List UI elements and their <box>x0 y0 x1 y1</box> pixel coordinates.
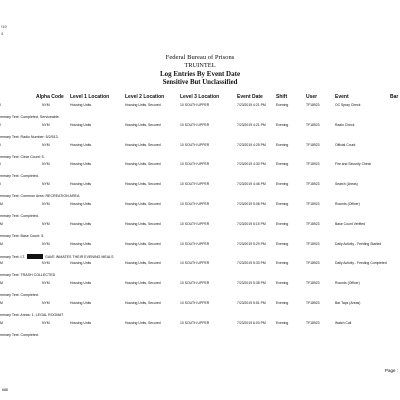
summary-text-prefix: mmary Text: Areas: 1, LEGAL ROOM#7 <box>0 313 64 317</box>
corner-mark-1: !19 <box>1 24 7 29</box>
cell-l2: Housing Units, Secured <box>125 202 161 206</box>
cell-date: 7/23/2019 4:30 PM <box>237 162 266 167</box>
column-header: Level 2 Location <box>125 94 165 100</box>
cell-code: NYM <box>42 241 50 246</box>
summary-text-prefix: mmary Text: Completed, Serviceable. <box>0 115 60 119</box>
cell-lead: I <box>0 182 1 187</box>
column-header: Event <box>335 94 349 100</box>
cell-l2: Housing Units, Secured <box>125 182 161 187</box>
summary-text <box>0 273 55 277</box>
cell-l1: Housing Units <box>70 142 92 147</box>
cell-lead: I <box>0 162 1 167</box>
summary-text-prefix: mmary Text: Base Count: 5. <box>0 233 45 238</box>
cell-user: TF18923 <box>306 281 320 286</box>
cell-date: 7/23/2019 5:38 PM <box>237 281 266 286</box>
cell-l3: 10 SOUTH UPPER <box>180 241 210 246</box>
cell-code: NYM <box>42 221 50 226</box>
cell-shift: Evening <box>276 241 289 246</box>
system-title: TRUINTEL <box>184 62 216 69</box>
cell-user: TF18923 <box>306 221 320 226</box>
cell-event: Fire and Security Check <box>335 162 372 167</box>
cell-event: Search (Areas) <box>335 182 358 187</box>
cell-shift: Evening <box>276 103 289 107</box>
cell-user: TF18923 <box>306 241 320 246</box>
cell-l1: Housing Units <box>70 301 92 305</box>
cell-user: TF18923 <box>306 142 320 147</box>
cell-code: NYM <box>42 320 50 325</box>
cell-event: Official Count <box>335 142 356 147</box>
cell-l3: 10 SOUTH UPPER <box>180 301 210 305</box>
cell-user: TF18923 <box>306 103 320 107</box>
cell-date: 7/23/2019 4:25 PM <box>237 142 266 147</box>
cell-l1: Housing Units <box>70 320 92 325</box>
cell-l1: Housing Units <box>70 182 92 187</box>
corner-mark-2: 4 <box>1 31 4 36</box>
cell-l1: Housing Units <box>70 202 92 206</box>
cell-l2: Housing Units, Secured <box>125 241 161 246</box>
cell-user: TF18923 <box>306 301 320 305</box>
cell-lead: M <box>0 202 3 206</box>
footer-page-label: Page : <box>384 368 398 373</box>
summary-text-prefix: mmary Text: Common Area: RECREATION AREA. <box>0 194 81 199</box>
cell-l1: Housing Units <box>70 221 92 226</box>
column-header: Level 1 Location <box>70 94 110 100</box>
column-header: Event Date <box>237 94 263 100</box>
cell-l2: Housing Units, Secured <box>125 261 161 266</box>
summary-text-prefix: mmary Text: Radio Number: 5/2/513. <box>0 134 59 139</box>
summary-text-suffix: GAVE INMATES THEIR EVENING MEALS <box>45 254 114 259</box>
summary-text <box>0 174 39 178</box>
cell-lead: M <box>0 261 3 266</box>
cell-date: 7/23/2019 5:08 PM <box>237 202 266 206</box>
cell-code: NYM <box>42 182 50 187</box>
cell-code: NYM <box>42 301 50 305</box>
cell-code: NYM <box>42 162 50 167</box>
cell-l2: Housing Units, Secured <box>125 320 161 325</box>
cell-date: 7/23/2019 5:29 PM <box>237 241 266 246</box>
cell-code: NYM <box>42 142 50 147</box>
cell-l2: Housing Units, Secured <box>125 122 161 127</box>
cell-date: 7/23/2019 5:15 PM <box>237 221 266 226</box>
cell-event: Bar Taps (Areas) <box>335 301 361 305</box>
cell-event: Rounds (Officer) <box>335 281 360 286</box>
summary-text-prefix: mmary Text: Clear Count: 5. <box>0 154 45 159</box>
cell-shift: Evening <box>276 320 289 325</box>
summary-text-prefix: mmary Text: Completed. <box>0 214 39 218</box>
cell-user: TF18923 <box>306 182 320 187</box>
cell-lead: M <box>0 320 3 325</box>
cell-l2: Housing Units, Secured <box>125 142 161 147</box>
cell-shift: Evening <box>276 202 289 206</box>
summary-text-prefix: mmary Text: Completed. <box>0 332 39 337</box>
cell-shift: Evening <box>276 261 289 266</box>
cell-lead: M <box>0 221 3 226</box>
cell-date: 7/23/2019 5:33 PM <box>237 261 266 266</box>
summary-text <box>0 254 114 259</box>
cell-shift: Evening <box>276 142 289 147</box>
summary-text <box>0 333 39 337</box>
classification-title: Sensitive But Unclassified <box>162 79 238 86</box>
agency-title: Federal Bureau of Prisons <box>165 54 235 61</box>
cell-l1: Housing Units <box>70 162 92 167</box>
summary-text <box>0 155 45 159</box>
cell-l1: Housing Units <box>70 261 92 266</box>
cell-l3: 10 SOUTH UPPER <box>180 103 210 107</box>
cell-user: TF18923 <box>306 320 320 325</box>
column-header: Shift <box>276 94 288 100</box>
cell-event: Daily Activity - Feeding Completed <box>335 261 387 266</box>
redaction-box <box>27 254 43 259</box>
cell-l3: 10 SOUTH UPPER <box>180 122 210 127</box>
cell-date: 7/23/2019 6:03 PM <box>237 320 266 325</box>
cell-shift: Evening <box>276 182 289 187</box>
cell-l2: Housing Units, Secured <box>125 221 161 226</box>
log-entry-row <box>0 321 400 345</box>
cell-event: Radio Check <box>335 122 355 127</box>
cell-shift: Evening <box>276 301 289 305</box>
summary-text-prefix: mmary Text: Completed. <box>0 174 39 179</box>
summary-text-prefix: mmary Text: TRASH COLLECTED <box>0 273 56 278</box>
cell-lead: I <box>0 142 1 147</box>
cell-lead: I <box>0 103 1 107</box>
cell-code: NYM <box>42 122 50 127</box>
cell-l2: Housing Units, Secured <box>125 103 161 107</box>
cell-event: OC Spray Check <box>335 103 361 107</box>
cell-l1: Housing Units <box>70 103 92 107</box>
cell-code: NYM <box>42 261 50 266</box>
cell-l3: 10 SOUTH UPPER <box>180 142 210 147</box>
cell-user: TF18923 <box>306 202 320 206</box>
cell-lead: M <box>0 281 3 286</box>
cell-l1: Housing Units <box>70 281 92 286</box>
cell-l3: 10 SOUTH UPPER <box>180 162 210 167</box>
footer-left-code: 688 <box>2 388 8 392</box>
cell-l1: Housing Units <box>70 122 92 127</box>
cell-lead: M <box>0 241 3 246</box>
cell-lead: I <box>0 122 1 127</box>
cell-l1: Housing Units <box>70 241 92 246</box>
column-header: Level 3 Location <box>180 94 220 100</box>
cell-date: 7/23/2019 5:51 PM <box>237 301 266 305</box>
cell-l3: 10 SOUTH UPPER <box>180 182 210 187</box>
cell-l3: 10 SOUTH UPPER <box>180 320 210 325</box>
summary-text <box>0 135 59 139</box>
cell-code: NYM <box>42 281 50 286</box>
report-title: Log Entries By Event Date <box>159 70 241 78</box>
cell-user: TF18923 <box>306 122 320 127</box>
summary-text <box>0 194 80 198</box>
cell-shift: Evening <box>276 122 289 127</box>
cell-event: Daily Activity - Feeding Started <box>335 241 382 246</box>
cell-l3: 10 SOUTH UPPER <box>180 261 210 266</box>
cell-l2: Housing Units, Secured <box>125 281 161 286</box>
cell-l2: Housing Units, Secured <box>125 301 161 305</box>
summary-text <box>0 115 60 119</box>
column-header: User <box>306 94 318 100</box>
cell-date: 7/23/2019 4:46 PM <box>237 182 266 187</box>
cell-l3: 10 SOUTH UPPER <box>180 202 210 206</box>
column-header: Bar <box>390 94 399 100</box>
summary-text <box>0 293 39 297</box>
summary-text <box>0 313 63 317</box>
summary-text-prefix: mmary Text: LT. <box>0 254 26 259</box>
summary-text-prefix: mmary Text: Completed. <box>0 293 39 298</box>
cell-user: TF18923 <box>306 261 320 266</box>
cell-l3: 10 SOUTH UPPER <box>180 221 210 226</box>
cell-shift: Evening <box>276 221 289 226</box>
cell-lead: M <box>0 301 3 305</box>
cell-date: 7/23/2019 4:21 PM <box>237 122 266 127</box>
cell-event: Base Count Verified <box>335 221 365 226</box>
cell-shift: Evening <box>276 281 289 286</box>
cell-code: NYM <box>42 103 50 107</box>
cell-event: Rounds (Officer) <box>335 202 360 206</box>
cell-date: 7/23/2019 4:21 PM <box>237 103 266 107</box>
cell-user: TF18923 <box>306 162 320 167</box>
cell-code: NYM <box>42 202 50 206</box>
summary-text <box>0 214 39 218</box>
cell-l3: 10 SOUTH UPPER <box>180 281 210 286</box>
cell-shift: Evening <box>276 162 289 167</box>
summary-text <box>0 234 44 238</box>
column-header: Alpha Code <box>36 94 64 100</box>
cell-l2: Housing Units, Secured <box>125 162 161 167</box>
cell-event: Watch Call <box>335 320 352 325</box>
